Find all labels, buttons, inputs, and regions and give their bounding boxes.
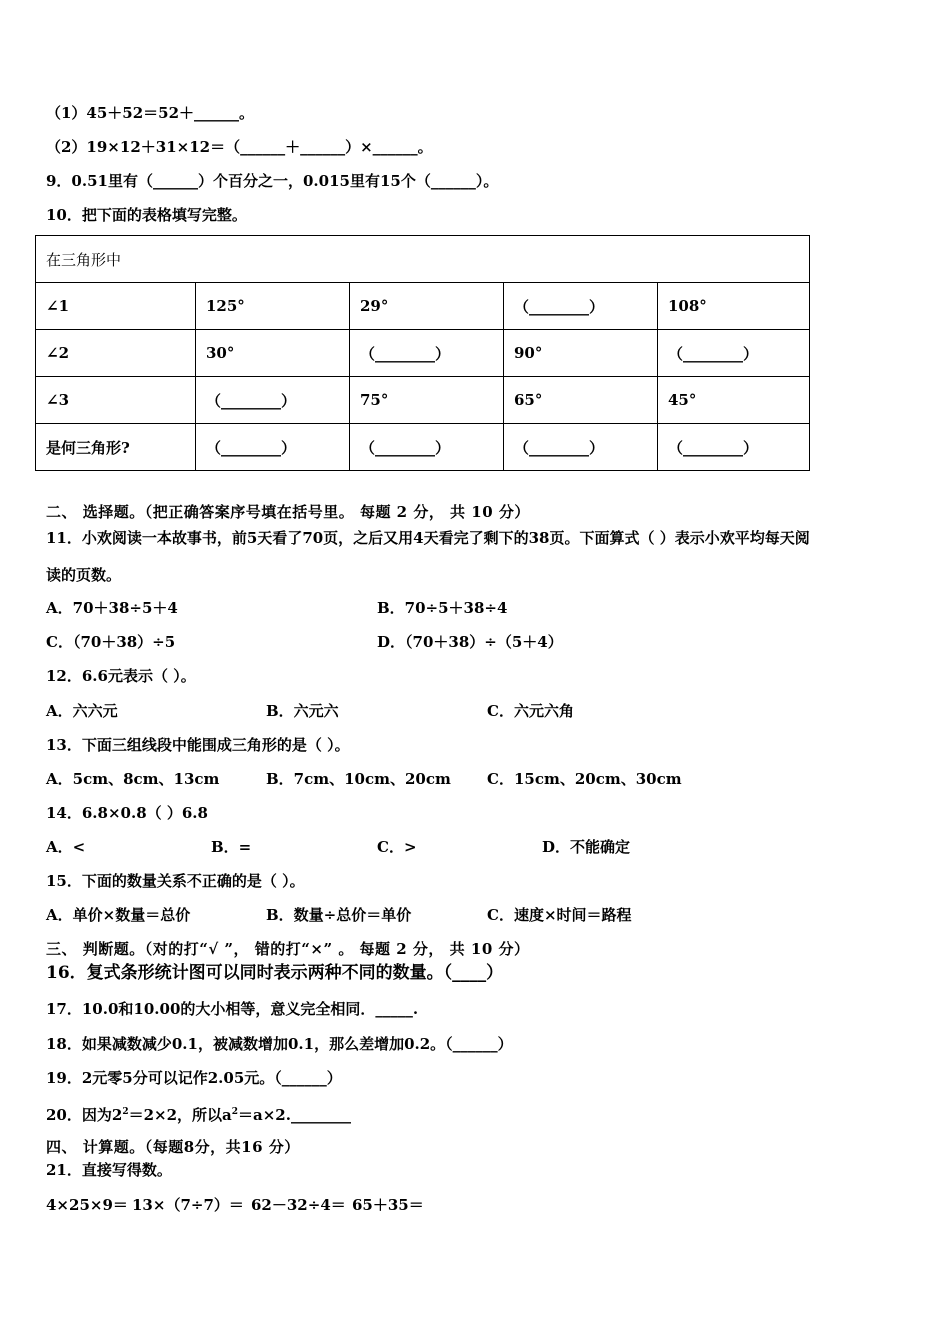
row-label: ∠3 — [36, 377, 196, 424]
table-row — [36, 377, 810, 424]
table-cell: 108° — [658, 283, 810, 330]
q12-option-c: C．六元六角 — [487, 702, 574, 720]
q16: 16．复式条形统计图可以同时表示两种不同的数量。（____） — [46, 963, 504, 983]
section-2-heading: 二、 选择题。（把正确答案序号填在括号里。 每题 2 分， 共 10 分） — [46, 503, 530, 521]
table-cell: 125° — [196, 283, 350, 330]
q19: 19．2元零5分可以记作2.05元。（______） — [46, 1069, 342, 1087]
q14-option-b: B．= — [211, 838, 252, 856]
q8-part2: （2）19×12＋31×12＝（______＋______）×______。 — [46, 138, 433, 156]
q15-option-b: B．数量÷总价＝单价 — [266, 906, 412, 924]
table-cell: 75° — [350, 377, 504, 424]
q12-option-a: A．六六元 — [46, 702, 118, 720]
q20-prefix: 20．因为2 — [46, 1106, 123, 1124]
table-cell: （________） — [196, 424, 350, 471]
triangle-table — [35, 235, 810, 471]
q15-option-a: A．单价×数量＝总价 — [46, 906, 191, 924]
q15-stem: 15．下面的数量关系不正确的是（ ）。 — [46, 872, 305, 890]
table-cell: （________） — [196, 377, 350, 424]
section-3-heading: 三、 判断题。（对的打“√ ”， 错的打“×” 。 每题 2 分， 共 10 分） — [46, 940, 530, 958]
table-cell: 90° — [504, 330, 658, 377]
table-row — [36, 283, 810, 330]
q21-item: 13×（7÷7）＝ — [132, 1196, 244, 1214]
q14-option-a: A．< — [46, 838, 86, 856]
q21-item: 4×25×9＝ — [46, 1196, 128, 1214]
table-cell: 65° — [504, 377, 658, 424]
q20-middle: ＝2×2，所以a — [128, 1106, 232, 1124]
q18: 18．如果减数减少0.1，被减数增加0.1，那么差增加0.2。（______） — [46, 1035, 513, 1053]
table-row — [36, 424, 810, 471]
table-cell: （________） — [350, 330, 504, 377]
q13-option-c: C．15cm、20cm、30cm — [487, 770, 682, 788]
section-4-heading: 四、 计算题。（每题8分，共16 分） — [46, 1138, 300, 1156]
q13-option-b: B．7cm、10cm、20cm — [266, 770, 451, 788]
q11-option-b: B．70÷5＋38÷4 — [377, 599, 508, 617]
q20-sup2: 2 — [231, 1107, 239, 1117]
q20-sup1: 2 — [122, 1107, 129, 1117]
q17: 17．10.0和10.00的大小相等，意义完全相同．_____. — [46, 1000, 419, 1018]
q11-stem-line1: 11．小欢阅读一本故事书，前5天看了70页，之后又用4天看完了剩下的38页。下面算式（ ）表示小欢平均每天阅 — [46, 529, 810, 547]
q11-option-a: A．70＋38÷5＋4 — [46, 599, 178, 617]
table-cell: 29° — [350, 283, 504, 330]
table-row — [36, 330, 810, 377]
table-cell: （________） — [504, 424, 658, 471]
q20-suffix: ＝a×2.________ — [238, 1106, 351, 1124]
table-cell: （________） — [350, 424, 504, 471]
table-cell: 30° — [196, 330, 350, 377]
row-label: ∠1 — [36, 283, 196, 330]
q9: 9．0.51里有（______）个百分之一，0.015里有15个（______）。 — [46, 172, 499, 190]
q21-stem: 21．直接写得数。 — [46, 1161, 172, 1179]
q21-item: 62－32÷4＝ — [251, 1196, 346, 1214]
q14-option-c: C．> — [377, 838, 417, 856]
q10-stem: 10．把下面的表格填写完整。 — [46, 206, 247, 224]
q15-option-c: C．速度×时间＝路程 — [487, 906, 632, 924]
table-cell: （________） — [504, 283, 658, 330]
q21-item: 65＋35＝ — [352, 1196, 424, 1214]
table-cell: 45° — [658, 377, 810, 424]
table-cell: （________） — [658, 424, 810, 471]
row-label: ∠2 — [36, 330, 196, 377]
q11-stem-line2: 读的页数。 — [46, 566, 122, 584]
q11-option-c: C．（70＋38）÷5 — [46, 633, 176, 651]
q12-option-b: B．六元六 — [266, 702, 339, 720]
q13-stem: 13．下面三组线段中能围成三角形的是（ ）。 — [46, 736, 350, 754]
q8-part1: （1）45＋52＝52＋______。 — [46, 104, 255, 122]
q14-option-d: D．不能确定 — [542, 838, 631, 856]
q12-stem: 12．6.6元表示（ ）。 — [46, 667, 196, 685]
table-cell: （________） — [658, 330, 810, 377]
q11-option-d: D．（70＋38）÷（5＋4） — [377, 633, 563, 651]
q20 — [46, 1102, 351, 1125]
table-title: 在三角形中 — [36, 236, 810, 283]
q13-option-a: A．5cm、8cm、13cm — [46, 770, 220, 788]
row-label: 是何三角形? — [36, 424, 196, 471]
q14-stem: 14．6.8×0.8（ ）6.8 — [46, 804, 208, 822]
